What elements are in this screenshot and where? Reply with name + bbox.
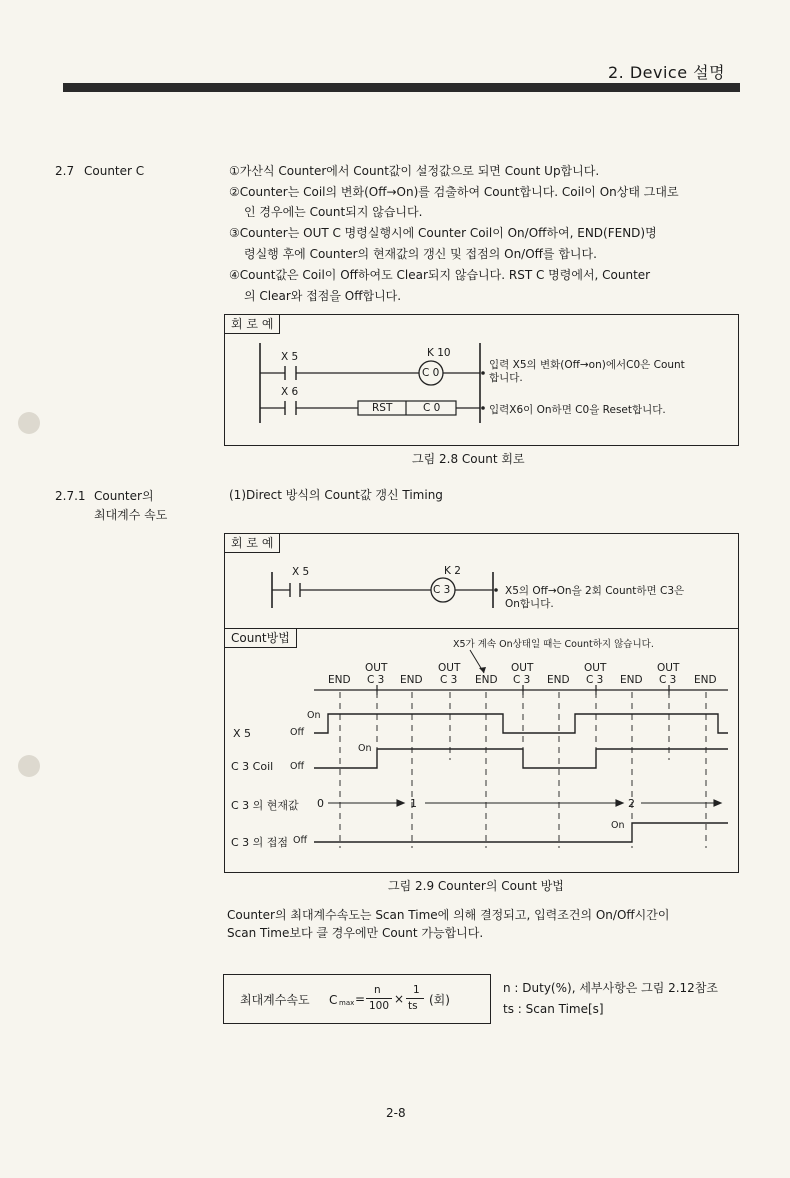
seq-out-4: OUT [584, 662, 607, 674]
fig28-k10: K 10 [427, 347, 451, 359]
formula-frac2-bar [406, 998, 424, 999]
body-line-2: Scan Time보다 클 경우에만 Count 가능합니다. [227, 926, 484, 940]
seq-end-3: END [475, 674, 498, 686]
seq-out-2: OUT [438, 662, 461, 674]
seq-c3-2: C 3 [440, 674, 458, 686]
seq-end-4: END [547, 674, 570, 686]
row-coil-on: On [358, 743, 372, 754]
fig28-note1-line2: 합니다. [489, 372, 523, 384]
section-item-3: ③Counter는 OUT C 명령실행시에 Counter Coil이 On/Off하여, END(FEND)명 [229, 226, 657, 240]
fig29-note-line1: X5의 Off→On을 2회 Count하면 C3은 [505, 585, 685, 597]
fig28-rst-c0: C 0 [423, 402, 441, 414]
punch-hole-top [18, 412, 40, 434]
formula-one: 1 [413, 984, 420, 996]
fig29-count-tag: Count방법 [224, 628, 297, 648]
formula-c: C [329, 993, 338, 1007]
row-contact-on: On [611, 820, 625, 831]
subsection-number: 2.7.1 [55, 489, 86, 503]
seq-out-1: OUT [365, 662, 388, 674]
body-line-1: Counter의 최대계수속도는 Scan Time에 의해 결정되고, 입력조건의 On/Off시간이 [227, 908, 670, 922]
formula-unit: (회) [429, 993, 450, 1007]
row-x5-off: Off [290, 727, 305, 738]
fig29-x5-contact: X 5 [292, 566, 310, 578]
seq-c3-3: C 3 [513, 674, 531, 686]
fig29-k2: K 2 [444, 565, 461, 577]
formula-note-1: n : Duty(%), 세부사항은 그림 2.12참조 [503, 981, 719, 995]
seq-end-2: END [400, 674, 423, 686]
section-number: 2.7 [55, 164, 75, 178]
formula-note-2: ts : Scan Time[s] [503, 1002, 604, 1016]
seq-out-3: OUT [511, 662, 534, 674]
section-item-4: ④Count값은 Coil이 Off하여도 Clear되지 않습니다. RST C 명령에서, Counter [229, 268, 651, 282]
section-item-2b: 인 경우에는 Count되지 않습니다. [244, 205, 423, 219]
header-title: 2. Device 설명 [608, 63, 726, 82]
fig28-c0-coil: C 0 [422, 367, 440, 379]
section-item-3b: 령실행 후에 Counter의 현재값의 갱신 및 접점의 On/Off를 합니다. [244, 247, 597, 261]
row-value-2: 2 [628, 797, 635, 810]
fig28-caption: 그림 2.8 Count 회로 [412, 452, 525, 466]
seq-out-5: OUT [657, 662, 680, 674]
subsection-title-1: Counter의 [94, 489, 154, 503]
formula-sub: max [339, 999, 355, 1007]
seq-c3-4: C 3 [586, 674, 604, 686]
fig28-tag: 회 로 예 [224, 314, 280, 334]
section-item-4b: 의 Clear와 접점을 Off합니다. [244, 289, 402, 303]
row-x5-on: On [307, 710, 321, 721]
subsection-title-2: 최대계수 속도 [94, 508, 168, 522]
seq-end-5: END [620, 674, 643, 686]
section-item-2: ②Counter는 Coil의 변화(Off→On)를 검출하여 Count합니다. Coil이 On상태 그대로 [229, 185, 679, 199]
section-item-1: ①가산식 Counter에서 Count값이 설정값으로 되면 Count Up합니다. [229, 164, 600, 178]
row-value-0: 0 [317, 797, 324, 810]
fig29-note-line2: On합니다. [505, 598, 554, 610]
seq-c3-1: C 3 [367, 674, 385, 686]
formula-frac1-bar [366, 998, 392, 999]
formula-times: × [394, 992, 405, 1006]
fig28-x5: X 5 [281, 351, 299, 363]
formula-ts: ts [408, 1000, 418, 1012]
formula-n: n [374, 984, 381, 996]
row-coil-off: Off [290, 761, 305, 772]
seq-c3-5: C 3 [659, 674, 677, 686]
formula-eq: = [355, 992, 366, 1006]
fig29-c3-coil: C 3 [433, 584, 451, 596]
fig28-note2: 입력X6이 On하면 C0을 Reset합니다. [489, 404, 666, 416]
row-coil-label: C 3 Coil [231, 760, 274, 773]
seq-end-6: END [694, 674, 717, 686]
row-x5-label: X 5 [233, 727, 252, 740]
fig29-annotation: X5가 계속 On상태일 때는 Count하지 않습니다. [453, 639, 654, 650]
fig29-tag: 회 로 예 [224, 533, 280, 553]
formula-hundred: 100 [369, 1000, 390, 1012]
row-contact-off: Off [293, 835, 308, 846]
fig28-rst: RST [372, 402, 393, 414]
fig29-caption: 그림 2.9 Counter의 Count 방법 [388, 879, 564, 893]
seq-end-1: END [328, 674, 351, 686]
subsection-intro: (1)Direct 방식의 Count값 갱신 Timing [229, 488, 443, 502]
punch-hole-bottom [18, 755, 40, 777]
fig28-note1-line1: 입력 X5의 변화(Off→on)에서C0은 Count [489, 359, 685, 371]
row-contact-label: C 3 의 접점 [231, 836, 289, 849]
fig28-x6: X 6 [281, 386, 299, 398]
section-title: Counter C [84, 164, 145, 178]
row-value-label: C 3 의 현재값 [231, 799, 299, 812]
page-number: 2-8 [386, 1106, 406, 1120]
formula-label: 최대계수속도 [240, 993, 310, 1007]
row-value-1: 1 [410, 797, 417, 810]
